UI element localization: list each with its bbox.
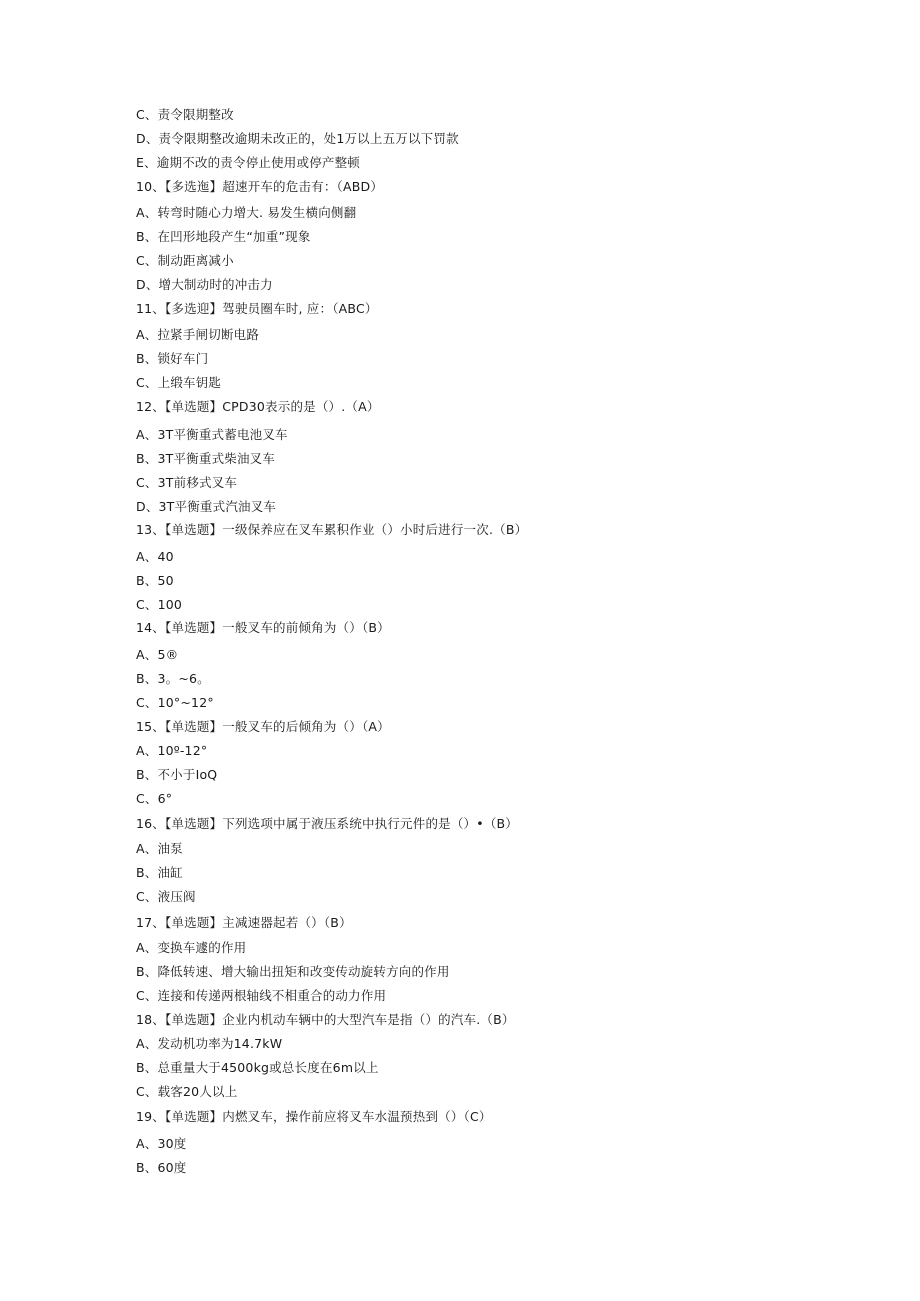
text-line: B、降低转速、增大输出扭矩和改变传动旋转方向的作用: [136, 964, 450, 979]
text-line: A、10º-12°: [136, 743, 208, 758]
question-line: 14、【单选题】一般叉车的前倾角为（）（B）: [136, 620, 390, 635]
text-line: A、变换车遽的作用: [136, 940, 247, 955]
text-line: A、发动机功率为14.7kW: [136, 1036, 283, 1051]
question-line: 11、【多选迎】驾驶员圈车时, 应：（ABC）: [136, 301, 378, 316]
question-line: 17、【单选题】主减速器起若（）（B）: [136, 915, 352, 930]
text-line: C、液压阀: [136, 889, 196, 904]
question-line: 16、【单选题】下列选项中属于液压系统中执行元件的是（）•（B）: [136, 816, 519, 831]
text-line: A、拉紧手闸切断电路: [136, 327, 260, 342]
question-line: 12、【单选题】CPD30表示的是（）.（A）: [136, 399, 380, 414]
text-line: A、40: [136, 549, 174, 564]
text-line: B、3。~6。: [136, 671, 210, 686]
question-line: 13、【单选题】一级保养应在叉车累积作业（）小时后进行一次.（B）: [136, 522, 528, 537]
text-line: B、锁好车门: [136, 351, 209, 366]
text-line: C、载客20人以上: [136, 1084, 238, 1099]
text-line: E、逾期不改的责令停止使用或停产整顿: [136, 155, 360, 170]
text-line: A、30度: [136, 1136, 187, 1151]
text-line: D、责令限期整改逾期未改正的，处1万以上五万以下罚款: [136, 131, 459, 146]
text-line: B、不小于IoQ: [136, 767, 218, 782]
text-line: C、责令限期整改: [136, 107, 234, 122]
text-line: A、5®: [136, 647, 179, 662]
text-line: B、总重量大于4500kg或总长度在6m以上: [136, 1060, 379, 1075]
question-line: 19、【单选题】内燃叉车，操作前应将叉车水温预热到（）（C）: [136, 1109, 492, 1124]
text-line: A、转弯时随心力增大. 易发生横向侧翻: [136, 205, 357, 220]
text-line: C、6°: [136, 791, 173, 806]
text-line: B、在凹形地段产生“加重”现象: [136, 229, 311, 244]
text-line: A、油泵: [136, 841, 183, 856]
text-line: B、油缸: [136, 865, 183, 880]
text-line: B、3T平衡重式柴油叉车: [136, 451, 276, 466]
text-line: C、上缎车钥匙: [136, 375, 222, 390]
text-line: C、100: [136, 597, 183, 612]
text-line: C、10°~12°: [136, 695, 214, 710]
question-line: 15、【单选题】一般叉车的后倾角为（）（A）: [136, 719, 390, 734]
text-line: B、50: [136, 573, 174, 588]
text-line: D、3T平衡重式汽油叉车: [136, 499, 277, 514]
text-line: D、增大制动时的冲击力: [136, 277, 273, 292]
text-line: A、3T平衡重式蓄电池叉车: [136, 427, 288, 442]
text-line: B、60度: [136, 1160, 187, 1175]
text-line: C、制动距离减小: [136, 253, 234, 268]
text-line: C、3T前移式叉车: [136, 475, 238, 490]
question-line: 18、【单选题】企业内机动车辆中的大型汽车是指（）的汽车.（B）: [136, 1012, 515, 1027]
text-line: C、连接和传递两根轴线不相重合的动力作用: [136, 988, 387, 1003]
question-line: 10、【多选迤】超速开车的危击有：（ABD）: [136, 179, 384, 194]
